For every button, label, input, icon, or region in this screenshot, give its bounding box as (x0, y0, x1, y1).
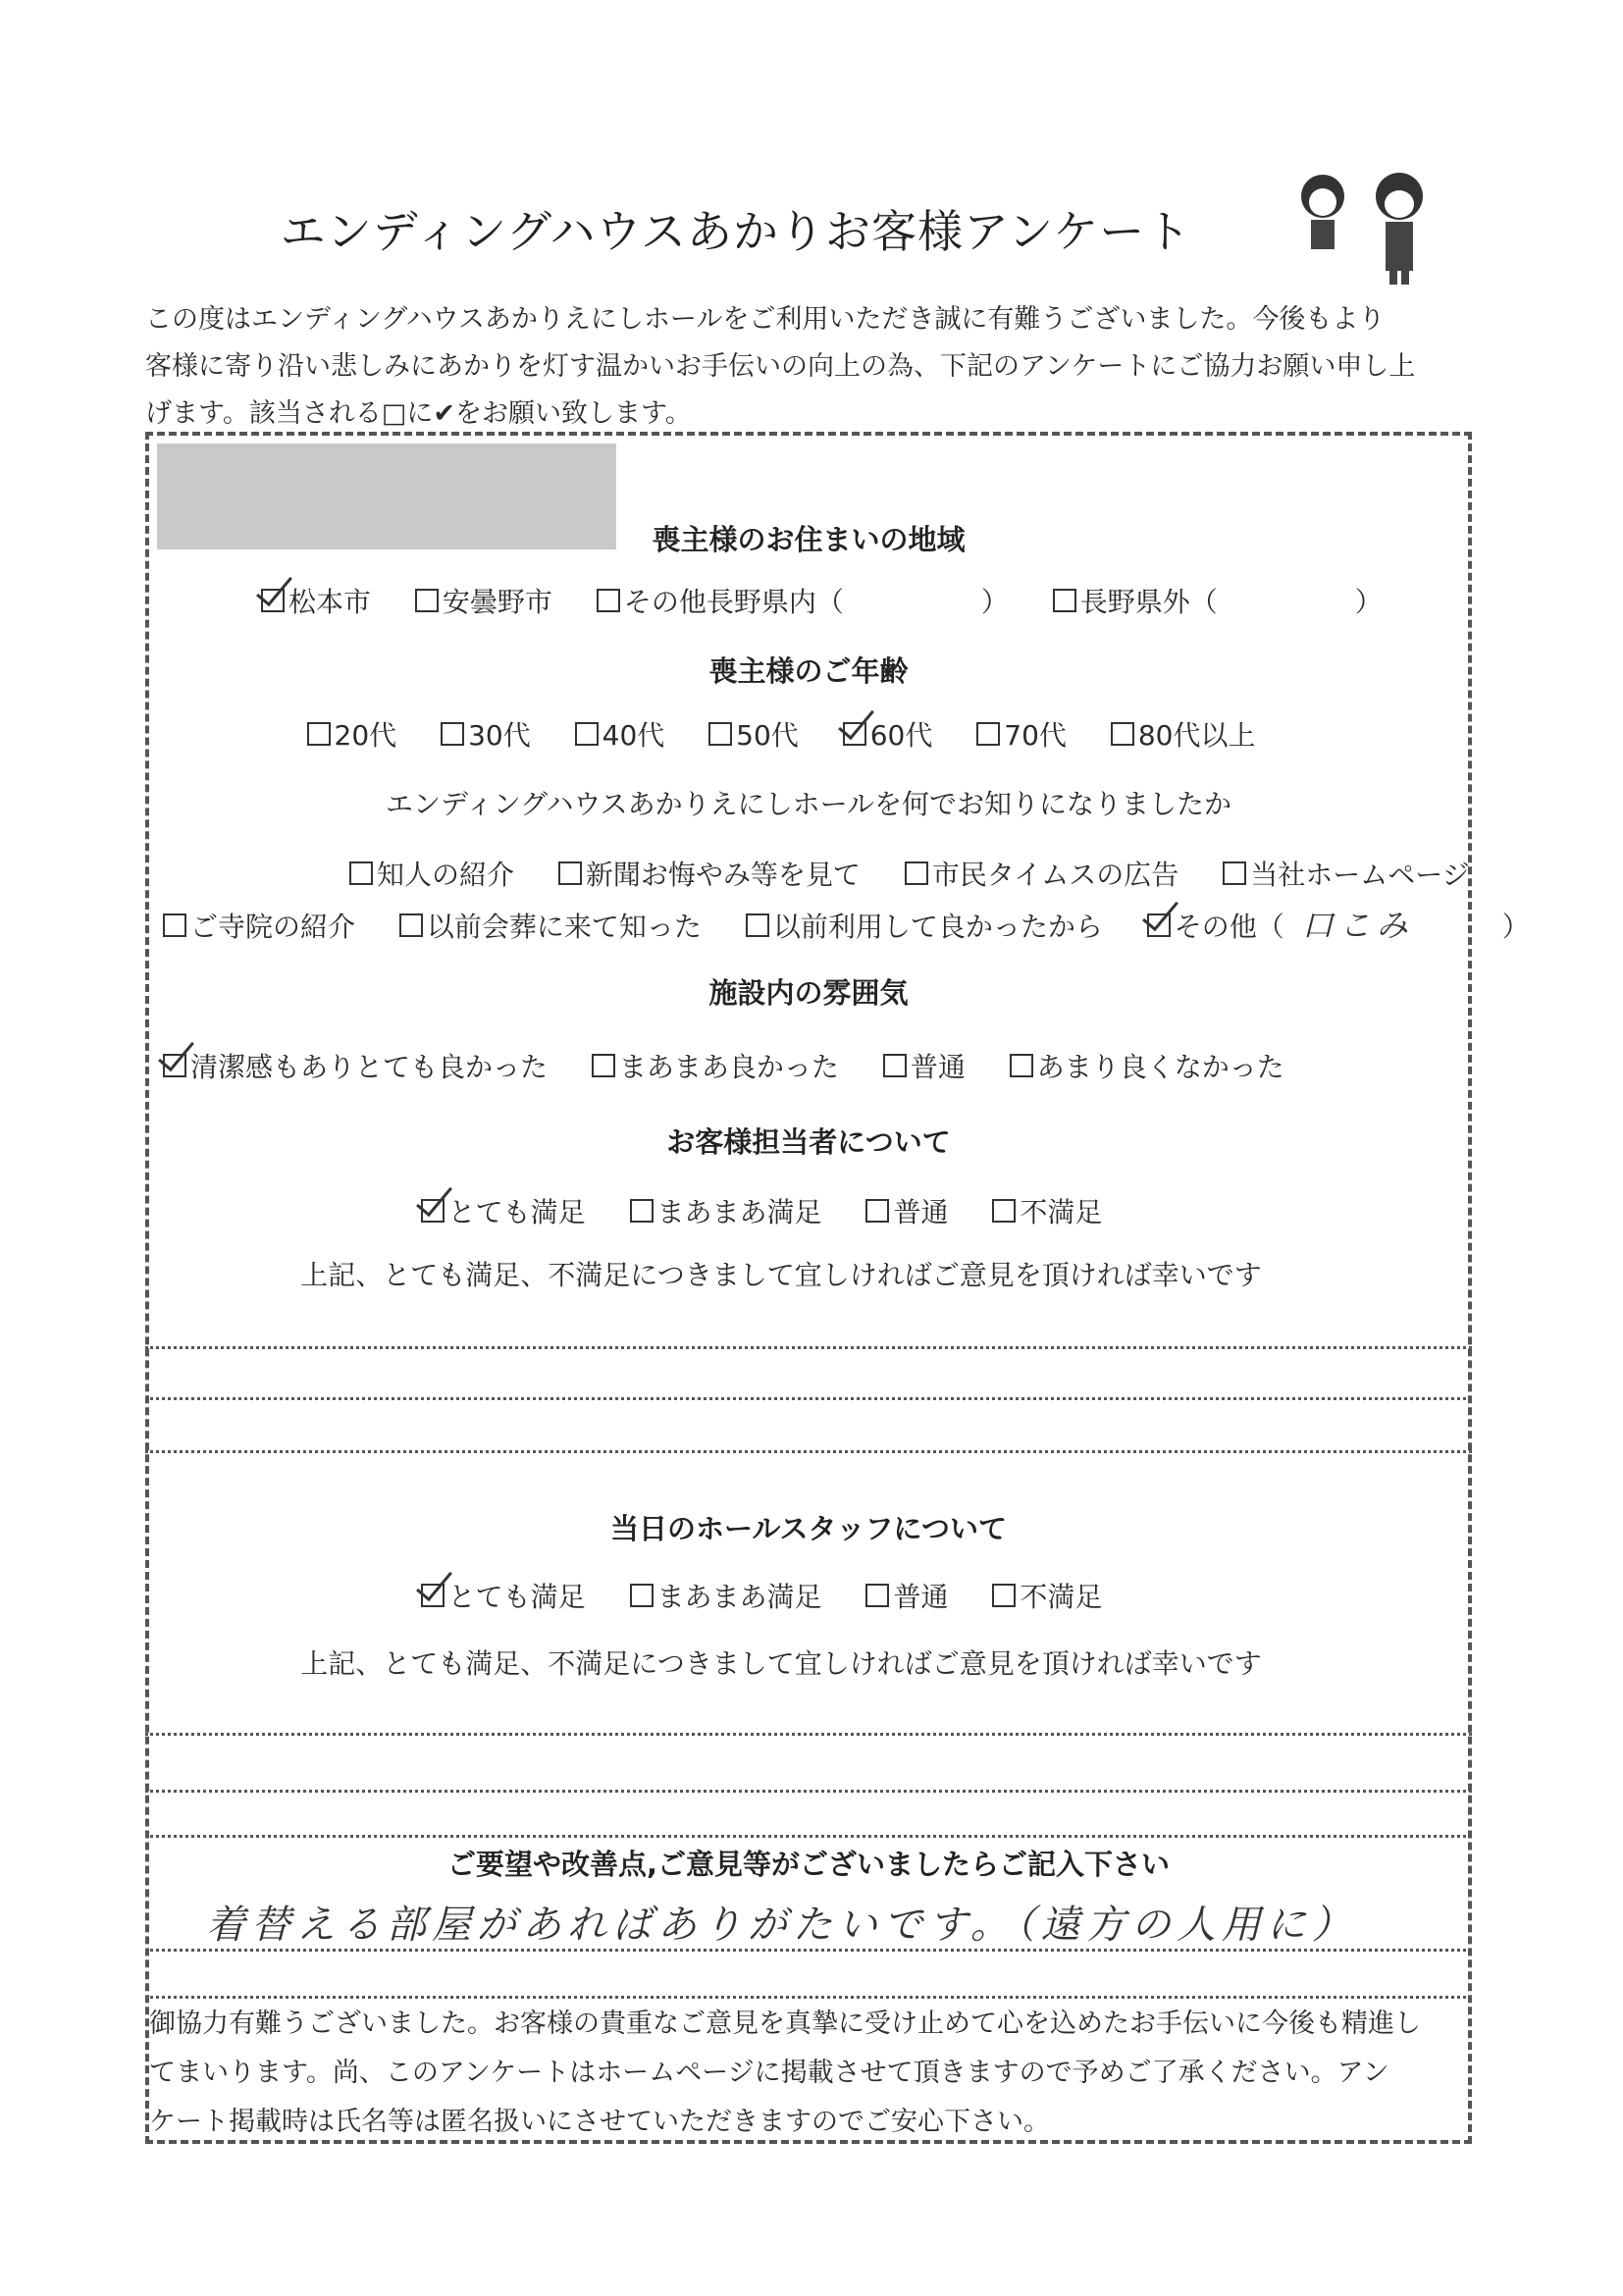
footer-line-1: 御協力有難うございました。お客様の貴重なご意見を真摯に受け止めて心を込めたお手伝いに今後も精進し (149, 2009, 1421, 2039)
residence-heading: 喪主様のお住まいの地域 (652, 523, 966, 556)
source-other-handwritten: 口こみ (1301, 907, 1414, 944)
source-option-previous-use[interactable]: 以前利用して良かったから (746, 906, 1103, 945)
intro-line-2: 客様に寄り沿い悲しみにあかりを灯す温かいお手伝いの向上の為、下記のアンケートにご協力お願い申し上 (145, 351, 1416, 382)
comment-line[interactable] (145, 1346, 1472, 1349)
residence-option-other-nagano[interactable]: その他長野県内（ ） (597, 581, 1009, 620)
atmosphere-option-fairly-good[interactable]: まあまあ良かった (592, 1046, 839, 1085)
age-options (118, 714, 1444, 754)
hall-staff-option-fairly-satisfied[interactable]: まあまあ満足 (630, 1576, 822, 1615)
source-option-acquaintance[interactable]: 知人の紹介 (349, 854, 514, 893)
source-options-row-1 (145, 854, 1472, 893)
source-question: エンディングハウスあかりえにしホールを何でお知りになりましたか (385, 788, 1232, 820)
hall-staff-comment-prompt: 上記、とても満足、不満足につきまして宜しければご意見を頂ければ幸いです (300, 1647, 1262, 1680)
residence-options (145, 581, 1472, 620)
source-options-row-2 (145, 901, 1530, 946)
checkbox[interactable] (708, 722, 732, 746)
checkbox-checked[interactable] (421, 1199, 445, 1223)
checkbox[interactable] (865, 1584, 889, 1607)
checkbox-checked[interactable] (421, 1584, 445, 1607)
source-option-times-ad[interactable]: 市民タイムスの広告 (905, 854, 1178, 893)
checkbox[interactable] (865, 1199, 889, 1223)
comment-line[interactable] (145, 1733, 1472, 1736)
staff-person-option-dissatisfied[interactable]: 不満足 (992, 1191, 1102, 1230)
hall-staff-option-average[interactable]: 普通 (865, 1576, 948, 1615)
age-heading: 喪主様のご年齢 (708, 654, 909, 688)
staff-person-options (98, 1191, 1425, 1230)
checkbox[interactable] (163, 913, 186, 937)
atmosphere-option-very-clean[interactable]: 清潔感もありとても良かった (163, 1046, 548, 1085)
checkbox-checked[interactable] (163, 1054, 186, 1077)
checkbox[interactable] (349, 861, 373, 885)
atmosphere-options (145, 1046, 1472, 1085)
atmosphere-option-average[interactable]: 普通 (883, 1046, 966, 1085)
age-option-60s[interactable]: 60代 (843, 714, 933, 754)
intro-text (145, 296, 1460, 438)
age-option-30s[interactable]: 30代 (441, 714, 531, 754)
hall-staff-options (98, 1576, 1425, 1615)
checkbox[interactable] (415, 589, 439, 612)
intro-line-1: この度はエンディングハウスあかりえにしホールをご利用いただき誠に有難うございました。今後もより (145, 304, 1386, 335)
footer-line-2: てまいります。尚、このアンケートはホームページに掲載させて頂きますので予めご了承ください。アン (149, 2058, 1389, 2088)
comment-line[interactable] (145, 1949, 1472, 1952)
checkbox[interactable] (592, 1054, 615, 1077)
requests-handwritten: 着替える部屋があればありがたいです。（遠方の人用に） (206, 1903, 1357, 1948)
staff-person-comment-prompt: 上記、とても満足、不満足につきまして宜しければご意見を頂ければ幸いです (300, 1259, 1262, 1291)
checkbox-checked[interactable] (261, 589, 285, 612)
age-option-70s[interactable]: 70代 (976, 714, 1067, 754)
checkbox[interactable] (630, 1584, 654, 1607)
checkbox[interactable] (905, 861, 928, 885)
staff-person-heading: お客様担当者について (666, 1125, 951, 1159)
checkbox-checked[interactable] (843, 722, 866, 746)
checkbox[interactable] (1111, 722, 1134, 746)
staff-person-option-fairly-satisfied[interactable]: まあまあ満足 (630, 1191, 822, 1230)
hall-staff-option-dissatisfied[interactable]: 不満足 (992, 1576, 1102, 1615)
residence-option-azumino[interactable]: 安曇野市 (415, 581, 552, 620)
checkbox[interactable] (307, 722, 331, 746)
checkbox[interactable] (746, 913, 769, 937)
source-option-newspaper[interactable]: 新聞お悔やみ等を見て (558, 854, 861, 893)
checkbox[interactable] (441, 722, 464, 746)
checkbox[interactable] (992, 1199, 1016, 1223)
comment-line[interactable] (145, 1397, 1472, 1400)
comment-line[interactable] (145, 1835, 1472, 1838)
comment-line[interactable] (145, 1790, 1472, 1793)
checkbox[interactable] (575, 722, 599, 746)
footer-line-3: ケート掲載時は氏名等は匿名扱いにさせていただきますのでご安心下さい。 (149, 2107, 1050, 2137)
checkbox[interactable] (1010, 1054, 1033, 1077)
checkbox[interactable] (1053, 589, 1076, 612)
residence-option-outside[interactable]: 長野県外（ ） (1053, 581, 1383, 620)
source-option-temple[interactable]: ご寺院の紹介 (163, 906, 355, 945)
staff-person-option-very-satisfied[interactable]: とても満足 (421, 1191, 586, 1230)
checkbox-checked[interactable] (1147, 913, 1171, 937)
age-option-20s[interactable]: 20代 (307, 714, 397, 754)
source-option-previous-attendance[interactable]: 以前会葬に来て知った (399, 906, 702, 945)
footer-text (149, 2000, 1464, 2147)
staff-person-option-average[interactable]: 普通 (865, 1191, 948, 1230)
source-option-other[interactable]: その他（ 口こみ ） (1147, 901, 1530, 946)
comment-line[interactable] (145, 1450, 1472, 1453)
checkbox[interactable] (976, 722, 1000, 746)
hall-staff-heading: 当日のホールスタッフについて (610, 1512, 1007, 1545)
age-option-80s-plus[interactable]: 80代以上 (1111, 714, 1256, 754)
checkbox[interactable] (597, 589, 620, 612)
atmosphere-option-not-good[interactable]: あまり良くなかった (1010, 1046, 1284, 1085)
comment-line[interactable] (145, 1996, 1472, 1999)
hall-staff-option-very-satisfied[interactable]: とても満足 (421, 1576, 586, 1615)
intro-line-3: げます。該当される□に✔をお願い致します。 (145, 398, 692, 429)
atmosphere-heading: 施設内の雰囲気 (708, 976, 909, 1010)
checkbox[interactable] (992, 1584, 1016, 1607)
mascot-illustration (1283, 169, 1450, 287)
checkbox[interactable] (399, 913, 423, 937)
checkbox[interactable] (630, 1199, 654, 1223)
residence-option-matsumoto[interactable]: 松本市 (261, 581, 371, 620)
source-option-homepage[interactable]: 当社ホームページ (1223, 854, 1469, 893)
page-title: エンディングハウスあかりお客様アンケート (280, 205, 1192, 258)
checkbox[interactable] (1223, 861, 1246, 885)
checkbox[interactable] (558, 861, 582, 885)
age-option-50s[interactable]: 50代 (708, 714, 799, 754)
requests-heading: ご要望や改善点,ご意見等がございましたらご記入下さい (446, 1848, 1171, 1881)
age-option-40s[interactable]: 40代 (575, 714, 665, 754)
checkbox[interactable] (883, 1054, 907, 1077)
